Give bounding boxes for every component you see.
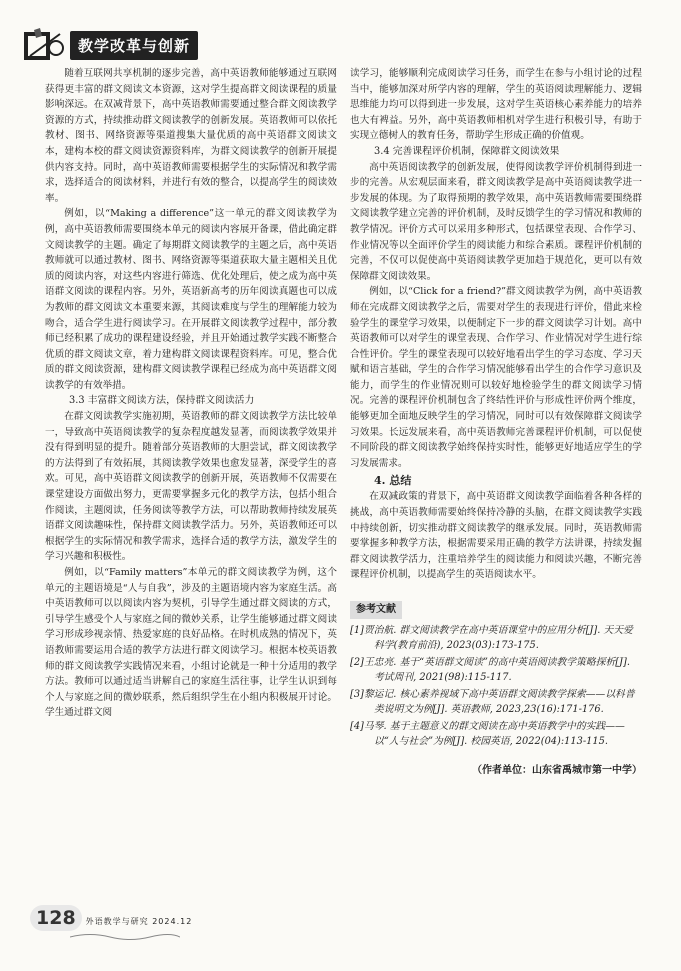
section-title: 教学改革与创新 bbox=[70, 31, 198, 60]
magazine-logo bbox=[20, 26, 66, 64]
reference-list bbox=[350, 623, 642, 749]
references-title: 参考文献 bbox=[350, 601, 402, 619]
reference-item: [1]贾治航. 群文阅读教学在高中英语课堂中的应用分析[J]. 天天爱科学(教育前沿), 2023(03):173-175. bbox=[350, 624, 633, 651]
paragraph: 例如，以“Family matters”本单元的群文阅读教学为例，这个单元的主题语境是“人与自我”，涉及的主题语境内容为家庭生活。高中英语教师可以以阅读内容为契机，引导学生通过群文阅读的方式，引导学生感受个人与家庭之间的微妙关系，让学生能够通过群文阅读学习形成珍视亲情、热爱家庭的良好品格。在时机成熟的情况下，英语教师需要运用合适的教学方法进行群文阅读学习。根据本校英语教师的群文阅读教学实践情况来看，小组讨论就是一种十分适用的教学方法。教师可以通过适当讲解自己的家庭生活往事，让学生认识到每个人与家庭之间的微妙联系，然后组织学生在小组内积极展开讨论。学生通过群文阅 bbox=[45, 567, 337, 719]
reference-item: [4]马琴. 基于主题意义的群文阅读在高中英语教学中的实践——以“人与社会”为例[J]. 校园英语, 2022(04):113-115. bbox=[350, 720, 625, 747]
book-pen-icon bbox=[20, 26, 66, 64]
author-affiliation: （作者单位：山东省禹城市第一中学） bbox=[472, 764, 642, 776]
paragraph: 读学习，能够顺利完成阅读学习任务，而学生在参与小组讨论的过程当中，能够加深对所学内容的理解，学生的英语阅读理解能力、逻辑思维能力均可以得到进一步发展，这对学生英语核心素养能力的培养也大有裨益。另外，高中英语教师相机对学生进行积极引导，有助于实现立德树人的教育任务，帮助学生形成正确的价值观。 bbox=[350, 68, 642, 142]
footer-swirl-icon bbox=[70, 932, 180, 942]
paragraph: 随着互联网共享机制的逐步完善，高中英语教师能够通过互联网获得更丰富的群文阅读文本资源，这对学生提高群文阅读课程的质量影响深远。在双减背景下，高中英语教师需要通过整合群文阅读教学资源的方式，持续推动群文阅读教学的创新发展。英语教师可以依托教材、图书、网络资源等渠道搜集大量优质的高中英语群文阅读文本，建构本校的群文阅读资源资料库，为群文阅读教学的创新开展提供内容支持。同时，高中英语教师需要根据学生的实际情况和教学需求，选择适合的阅读材料，并进行有效的整合，以提高学生的阅读效率。 bbox=[45, 68, 337, 204]
reference-item: [3]黎运记. 核心素养视域下高中英语群文阅读教学探索——以科普类说明文为例[J]. 英语教师, 2023,23(16):171-176. bbox=[350, 688, 635, 715]
paragraph: 在群文阅读教学实施初期，英语教师的群文阅读教学方法比较单一，导致高中英语阅读教学的复杂程度越发显著，而阅读教学效果并没有得到明显的提升。随着部分英语教师的大胆尝试，群文阅读教学的方法得到了有效拓展，其阅读教学效果也愈发显著，深受学生的喜欢。可见，高中英语群文阅读教学的创新开展，英语教师不仅需要在课堂建设方面做出努力，更需要掌握多元化的教学方法，包括小组合作阅读，主题阅读，任务阅读等教学方法，可以帮助教师持续发展英语群文阅读趣味性，保持群文阅读教学活力。另外，英语教师还可以根据学生的实际情况和教学需求，选择合适的教学方法，激发学生的学习兴趣和积极性。 bbox=[45, 411, 337, 563]
left-column bbox=[45, 66, 337, 721]
right-column bbox=[350, 66, 642, 778]
page-footer bbox=[30, 905, 192, 931]
paragraph: 例如，以“Click for a friend?”群文阅读教学为例，高中英语教师在完成群文阅读教学之后，需要对学生的表现进行评价，借此来检验学生的课堂学习效果，以便制定下一步的群文阅读学习计划。高中英语教师可以对学生的课堂表现、合作学习、作业情况对学生进行综合性评价。学生的课堂表现可以较好地看出学生的学习态度、学习天赋和语言基础，学生的合作学习情况能够看出学生的合作学习意识及能力，而学生的作业情况则可以较好地检验学生的群文阅读学习情况。完善的课程评价机制包含了终结性评价与形成性评价两个维度，能够更加全面地反映学生的学习情况，同时可以有效保障群文阅读学习效果。长远发展来看，高中英语教师完善课程评价机制，可以促使不同阶段的群文阅读教学始终保持实时性，能够更好地适应学生的学习发展需求。 bbox=[350, 286, 642, 469]
conclusion-heading: 4. 总结 bbox=[374, 474, 412, 488]
section-heading: 3.3 丰富群文阅读方法，保持群文阅读活力 bbox=[69, 395, 255, 407]
paragraph: 在双减政策的背景下，高中英语群文阅读教学面临着各种各样的挑战，高中英语教师需要始终保持冷静的头脑，在群文阅读教学实践中持续创新，切实推动群文阅读教学的继承发展。同时，英语教师需要掌握多种教学方法，根据需要采用正确的教学方法讲课，持续发掘群文阅读教学活力，注重培养学生的阅读能力和阅读兴趣，不断完善课程评价机制，以提高学生的英语阅读水平。 bbox=[350, 491, 642, 581]
journal-name: 外语教学与研究 2024.12 bbox=[85, 917, 193, 926]
page-header bbox=[20, 26, 198, 64]
paragraph: 高中英语阅读教学的创新发展，使得阅读教学评价机制得到进一步的完善。从宏观层面来看，群文阅读教学是高中英语阅读教学进一步发展的体现。为了取得预期的教学效果，高中英语教师需要围绕群文阅读教学建立完善的评价机制，及时反馈学生的学习情况和教师的教学情况。评价方式可以采用多种形式，包括课堂表现、合作学习、作业情况等以全面评价学生的阅读能力和综合素质。课程评价机制的完善，不仅可以促使高中英语阅读教学更加趋于规范化，更可以有效保障群文阅读效果。 bbox=[350, 161, 642, 282]
section-heading: 3.4 完善课程评价机制，保障群文阅读效果 bbox=[374, 145, 560, 157]
paragraph: 例如，以“Making a difference”这一单元的群文阅读教学为例，高中英语教师需要围绕本单元的阅读内容展开备课，借此确定群文阅读教学的主题。确定了每期群文阅读教学的主题之后，高中英语教师就可以通过教材、图书、网络资源等渠道获取大量主题相关且优质的阅读内容，对这些内容进行筛选、优化处理后，使之成为高中英语群文阅读的课程内容。另外，英语新高考的历年阅读真题也可以成为教师的群文阅读文本重要来源，其阅读难度与学生的理解能力较为吻合，适合学生进行阅读学习。在开展群文阅读教学过程中，部分教师已经积累了成功的课程建设经验，并且开始通过教学实践不断整合优质的群文阅读文章，着力建构群文阅读课程资料库。可见，整合优质的群文阅读资源，建构群文阅读教学课程已经成为高中英语群文阅读教学的有效举措。 bbox=[45, 208, 337, 391]
page-number: 128 bbox=[30, 905, 82, 931]
reference-item: [2]王忠亮. 基于“英语群文阅读”的高中英语阅读教学策略探析[J]. 考试周刊, 2021(98):115-117. bbox=[350, 656, 630, 683]
